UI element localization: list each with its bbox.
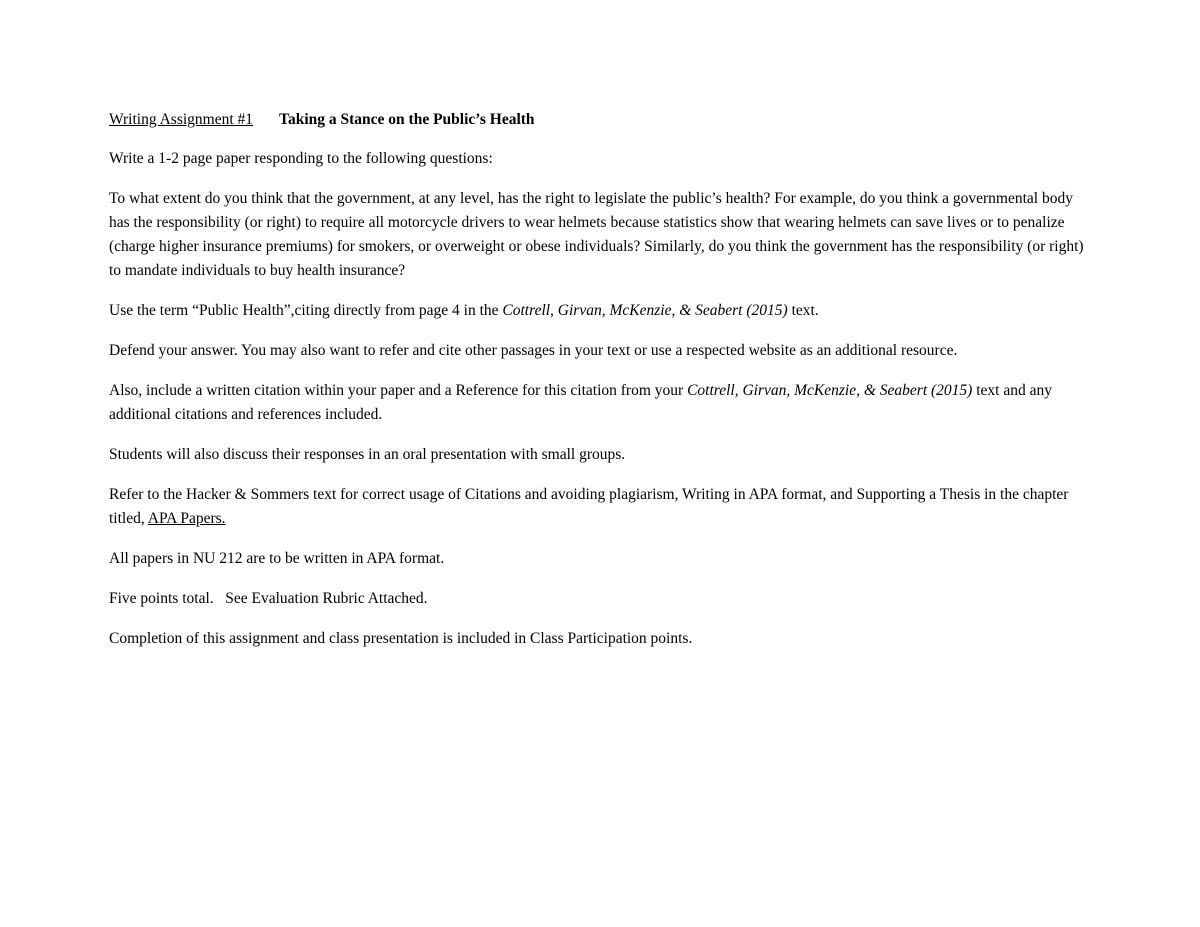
term-paragraph (109, 299, 1094, 323)
defend-paragraph: Defend your answer. You may also want to refer and cite other passages in your text or use a respected website as an additional resource. (109, 342, 958, 359)
refer-text: Refer to the Hacker & Sommers text for correct usage of Citations and avoiding plagiarism, Writing in APA format, and Supporting a Thesis in the chapter titled, (109, 486, 1069, 527)
term-text-before: Use the term “Public Health”,citing directly from page 4 in the (109, 302, 503, 319)
apa-format-paragraph: All papers in NU 212 are to be written in APA format. (109, 550, 445, 567)
refer-paragraph (109, 483, 1094, 531)
completion-paragraph: Completion of this assignment and class presentation is included in Class Participation points. (109, 630, 693, 647)
assignment-title: Taking a Stance on the Public’s Health (279, 111, 535, 128)
apa-papers-chapter: APA Papers. (147, 510, 226, 527)
points-paragraph: Five points total. See Evaluation Rubric Attached. (109, 590, 428, 607)
citation-paragraph (109, 379, 1094, 427)
citation-text-before: Also, include a written citation within your paper and a Reference for this citation from your (109, 382, 688, 399)
citation-source: Cottrell, Girvan, McKenzie, & Seabert (2015) (687, 382, 973, 399)
assignment-document (109, 108, 1094, 667)
term-text-after: text. (787, 302, 819, 319)
term-source-citation: Cottrell, Girvan, McKenzie, & Seabert (2015) (502, 302, 788, 319)
oral-presentation-paragraph: Students will also discuss their responses in an oral presentation with small groups. (109, 446, 626, 463)
intro-paragraph: Write a 1-2 page paper responding to the following questions: (109, 150, 493, 167)
assignment-heading (109, 108, 1094, 132)
assignment-number: Writing Assignment #1 (109, 111, 254, 128)
citation-text-after: text and any additional citations and references included. (109, 382, 1052, 423)
question-paragraph: To what extent do you think that the government, at any level, has the right to legislate the public’s health? For example, do you think a governmental body has the responsibility (or right) to require all motorcycle drivers to wear helmets because statistics show that wearing helmets can save lives or to penalize (charge higher insurance premiums) for smokers, or overweight or obese individuals? Similarly, do you think the government has the responsibility (or right) to mandate individuals to buy health insurance? (109, 190, 1084, 279)
